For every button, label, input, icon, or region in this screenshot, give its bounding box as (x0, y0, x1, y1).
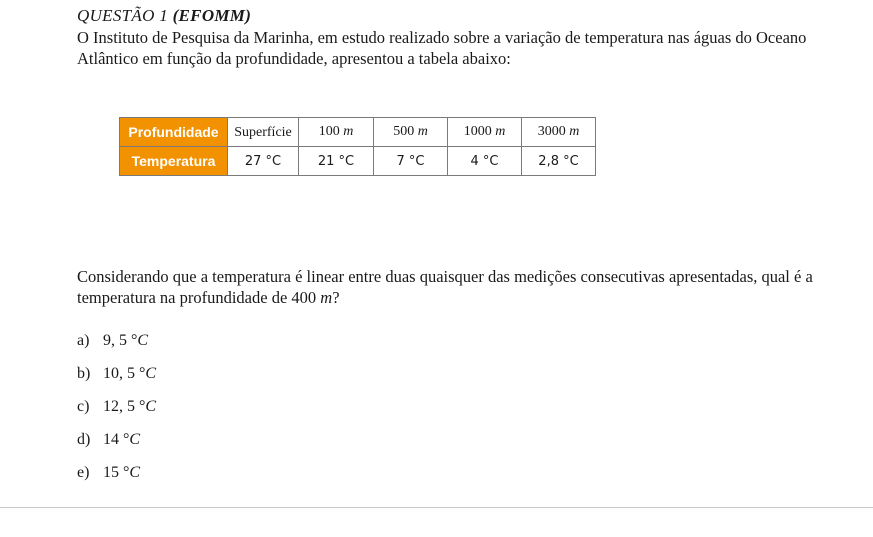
question-intro: O Instituto de Pesquisa da Marinha, em estudo realizado sobre a variação de temperatura nas águas do Oceano Atlântico em função da profundidade, apresentou a tabela abaixo: (77, 28, 807, 68)
question-prompt (77, 266, 847, 308)
depth-value: Superfície (234, 125, 292, 140)
option-value: 10, 5 ° (103, 365, 146, 382)
bottom-divider (0, 507, 873, 508)
temperature-cell: 21 °C (299, 147, 374, 176)
question-title (77, 6, 251, 26)
depth-value: 3000 (537, 124, 570, 139)
depth-cell (448, 118, 522, 147)
option-unit: C (129, 464, 141, 481)
depth-cell (522, 118, 596, 147)
option-letter: a) (77, 332, 90, 349)
answer-option-d[interactable] (77, 429, 156, 462)
depth-unit: m (343, 124, 354, 139)
option-letter: b) (77, 365, 91, 382)
depth-temperature-table (119, 117, 596, 176)
option-letter: d) (77, 431, 91, 448)
option-unit: C (129, 431, 141, 448)
option-value: 14 ° (103, 431, 130, 448)
depth-cell (299, 118, 374, 147)
depth-unit: m (417, 124, 428, 139)
depth-value: 1000 (463, 124, 496, 139)
answer-options (77, 330, 156, 495)
depth-cell (228, 118, 299, 147)
depth-value: 100 (318, 124, 344, 139)
option-letter: e) (77, 464, 90, 481)
option-unit: C (145, 398, 157, 415)
answer-option-c[interactable] (77, 396, 156, 429)
option-letter: c) (77, 398, 90, 415)
prompt-text: Considerando que a temperatura é linear entre duas quaisquer das medições consecutivas apresentadas, qual é a temperatura na profundidade de 400 (77, 267, 813, 307)
depth-cell (374, 118, 448, 147)
question-number: QUESTÃO 1 (77, 6, 169, 25)
option-unit: C (137, 332, 149, 349)
option-unit: C (145, 365, 157, 382)
option-value: 9, 5 ° (103, 332, 138, 349)
prompt-unit: m (320, 288, 333, 307)
temperature-cell: 27 °C (228, 147, 299, 176)
answer-option-e[interactable] (77, 462, 156, 495)
depth-unit: m (495, 124, 506, 139)
temperature-row (120, 147, 596, 176)
temperature-cell: 7 °C (374, 147, 448, 176)
answer-option-b[interactable] (77, 363, 156, 396)
depth-row (120, 118, 596, 147)
depth-unit: m (569, 124, 580, 139)
temperature-row-header: Temperatura (120, 147, 228, 176)
option-value: 15 ° (103, 464, 130, 481)
depth-value: 500 (393, 124, 418, 139)
prompt-end: ? (332, 288, 340, 307)
temperature-cell: 4 °C (448, 147, 522, 176)
depth-row-header: Profundidade (120, 118, 228, 147)
temperature-cell: 2,8 °C (522, 147, 596, 176)
option-value: 12, 5 ° (103, 398, 146, 415)
answer-option-a[interactable] (77, 330, 156, 363)
question-source: (EFOMM) (172, 6, 252, 25)
